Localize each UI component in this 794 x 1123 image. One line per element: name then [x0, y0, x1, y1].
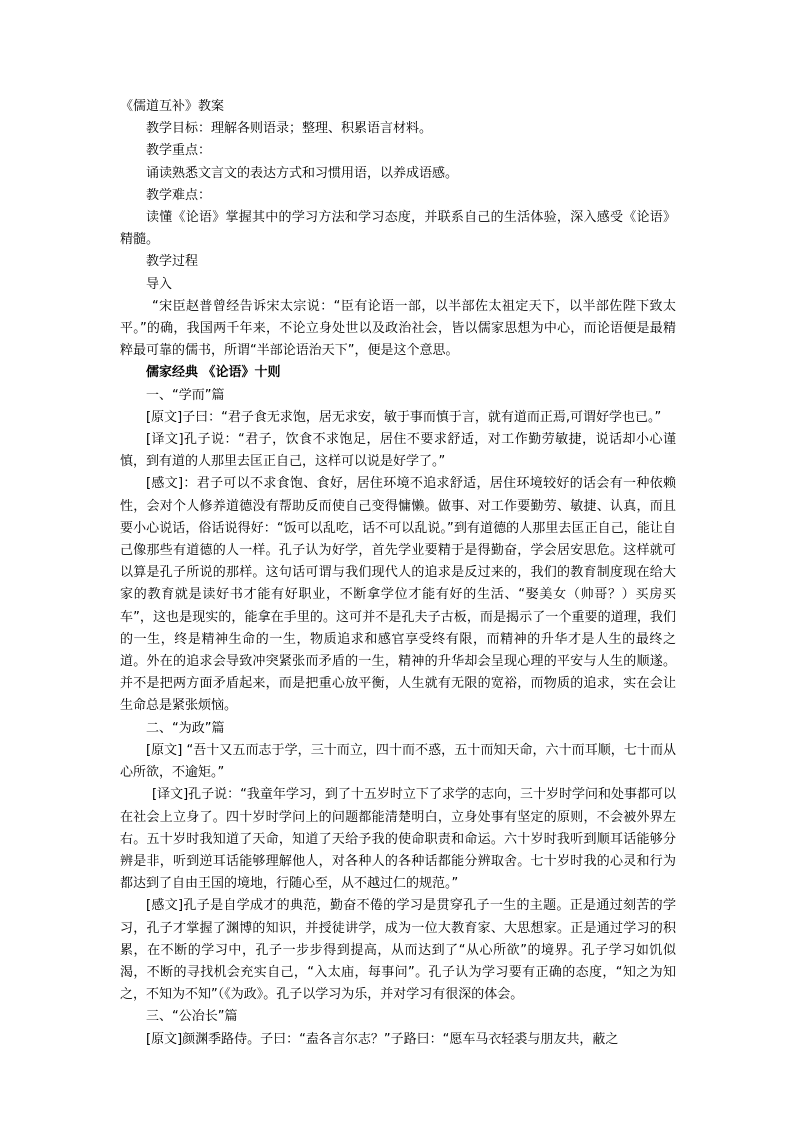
- section-2-reflection: [感文]孔子是自学成才的典范，勤奋不倦的学习是贯穿孔子一生的主题。正是通过刻苦的学习，孔子才掌握了渊博的知识，并授徒讲学，成为一位大教育家、大思想家。正是通过学习的积累，在不断的学习中，孔子一步步得到提高，从而达到了“从心所欲”的境界。孔子学习如饥似渴，不断的寻找机会充实自己，“入太庙，每事问”。孔子认为学习要有正确的态度，“知之为知之，不知为不知”（《为政》。孔子以学习为乐，并对学习有很深的体会。: [120, 898, 676, 1003]
- section-2-translation: [译文]孔子说：“我童年学习，到了十五岁时立下了求学的志向，三十岁时学问和处事都可以在社会上立身了。四十岁时学问上的问题都能清楚明白，立身处事有坚定的原则，不会被外界左右。五十岁时我知道了天命，知道了天给予我的使命职责和命运。六十岁时我听到顺耳话能够分辨是非，听到逆耳话能够理解他人，对各种人的各种话都能分辨取舍。七十岁时我的心灵和行为都达到了自由王国的境地，行随心至，从不越过仁的规范。”: [120, 787, 676, 892]
- process-label: 教学过程: [146, 254, 199, 270]
- section-3-title: 三、“公冶长”篇: [146, 1009, 238, 1025]
- section-2-original: [原文] “吾十又五而志于学，三十而立，四十而不惑，五十而知天命，六十而耳顺，七十而从心所欲，不逾矩。”: [120, 742, 676, 781]
- document-page: [120, 96, 676, 1051]
- difficulty-label: 教学难点：: [146, 187, 212, 203]
- section-1-translation: [译文]孔子说：“君子，饮食不求饱足，居住不要求舒适，对工作勤劳敏捷，说话却小心谨慎，到有道的人那里去匡正自己，这样可以说是好学了。”: [120, 432, 676, 470]
- teaching-goal: 教学目标：理解各则语录；整理、积累语言材料。: [146, 121, 433, 137]
- section-heading: 儒家经典 《论语》十则: [146, 365, 281, 381]
- focus-text: 诵读熟悉文言文的表达方式和习惯用语，以养成语感。: [146, 165, 459, 181]
- section-2-title: 二、“为政”篇: [146, 720, 225, 736]
- difficulty-text: 读懂《论语》掌握其中的学习方法和学习态度，并联系自己的生活体验，深入感受《论语》精髓。: [120, 210, 676, 248]
- section-3-original: [原文]颜渊季路侍。子曰：“盍各言尔志？”子路曰：“愿车马衣轻裘与朋友共，蔽之: [146, 1031, 619, 1047]
- intro-label: 导入: [146, 276, 173, 292]
- document-title: 《儒道互补》教案: [120, 99, 225, 114]
- focus-label: 教学重点：: [146, 143, 212, 159]
- section-1-reflection: [感文]：君子可以不求食饱、食好，居住环境不追求舒适，居住环境较好的话会有一种依赖性，会对个人修养道德没有帮助反而使自己变得慵懒。做事、对工作要勤劳、敏捷、认真，而且要小心说话，俗话说得好：“饭可以乱吃，话不可以乱说。”到有道德的人那里去匡正自己，能让自己像那些有道德的人一样。孔子认为好学，首先学业要精于是得勤奋，学会居安思危。这样就可以算是孔子所说的那样。这句话可谓与我们现代人的追求是反过来的，我们的教育制度现在给大家的教育就是读好书才能有好职业，不断拿学位才能有好的生活、“娶美女（帅哥？）买房买车”，这也是现实的，能拿在手里的。这可并不是孔夫子古板，而是揭示了一个重要的道理，我们的一生，终是精神生命的一生，物质追求和感官享受终有限，而精神的升华才是人生的最终之道。外在的追求会导致冲突紧张而矛盾的一生，精神的升华却会呈现心理的平安与人生的顺遂。并不是把两方面矛盾起来，而是把重心放平衡，人生就有无限的宽裕，而物质的追求，实在会让生命总是紧张烦恼。: [120, 476, 676, 714]
- section-1-original: [原文]子曰：“君子食无求饱，居无求安，敏于事而慎于言，就有道而正焉,可谓好学也已。”: [146, 409, 662, 425]
- intro-paragraph: “宋臣赵普曾经告诉宋太宗说：“臣有论语一部，以半部佐太祖定天下，以半部佐陛下致太平。”的确，我国两千年来，不论立身处世以及政治社会，皆以儒家思想为中心，而论语便是最精粹最可靠的儒书，所谓“半部论语治天下”，便是这个意思。: [120, 298, 676, 359]
- section-1-title: 一、“学而”篇: [146, 387, 225, 403]
